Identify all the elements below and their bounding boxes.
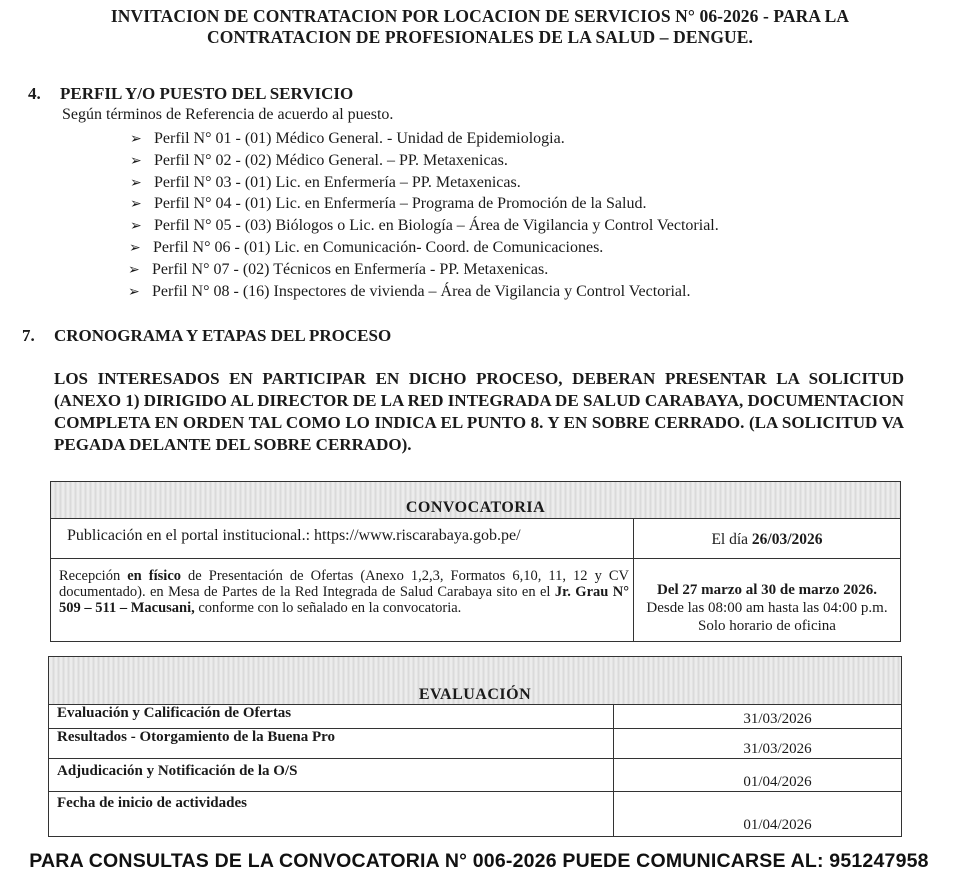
table-row xyxy=(51,559,901,642)
convocatoria-header: CONVOCATORIA xyxy=(405,499,546,516)
profile-text: Perfil N° 08 - (16) Inspectores de vivienda – Área de Vigilancia y Control Vectorial. xyxy=(152,282,691,300)
reception-address: Jr. Grau N° 509 – 511 – Macusani, xyxy=(59,584,630,616)
section-7-number: 7. xyxy=(22,326,35,345)
start-label: Fecha de inicio de actividades xyxy=(49,792,614,837)
results-date: 31/03/2026 xyxy=(614,729,902,759)
evaluation-label: Evaluación y Calificación de Ofertas xyxy=(49,705,614,729)
evaluacion-table xyxy=(48,656,902,837)
table-row xyxy=(49,705,902,729)
list-item xyxy=(130,193,719,215)
profile-text: Perfil N° 05 - (03) Biólogos o Lic. en Biología – Área de Vigilancia y Control Vectorial. xyxy=(154,217,719,235)
section-7-title: CRONOGRAMA Y ETAPAS DEL PROCESO xyxy=(54,326,392,345)
award-label: Adjudicación y Notificación de la O/S xyxy=(49,759,614,792)
table-row xyxy=(49,792,902,837)
arrow-bullet-icon: ➢ xyxy=(130,174,142,191)
profile-text: Perfil N° 04 - (01) Lic. en Enfermería – Programa de Promoción de la Salud. xyxy=(154,195,647,213)
list-item xyxy=(130,215,719,237)
table-row xyxy=(51,519,901,559)
profile-text: Perfil N° 02 - (02) Médico General. – PP. Metaxenicas. xyxy=(154,151,508,169)
arrow-bullet-icon: ➢ xyxy=(130,218,142,235)
arrow-bullet-icon: ➢ xyxy=(129,239,141,256)
publication-date-cell xyxy=(634,519,901,559)
evaluacion-header-cell xyxy=(49,657,902,705)
table-row xyxy=(49,759,902,792)
reception-note: Solo horario de oficina xyxy=(698,618,836,634)
reception-date-cell xyxy=(634,559,901,642)
publication-date: 26/03/2026 xyxy=(751,531,823,548)
profile-list xyxy=(128,128,719,302)
convocatoria-table xyxy=(50,481,901,642)
section-4-title: PERFIL Y/O PUESTO DEL SERVICIO xyxy=(60,84,354,103)
document-title xyxy=(30,6,930,48)
submission-notice: LOS INTERESADOS EN PARTICIPAR EN DICHO PROCESO, DEBERAN PRESENTAR LA SOLICITUD (ANEXO 1) DIRIGIDO AL DIRECTOR DE LA RED INTEGRADA DE SALUD CARABAYA, DOCUMENTACION COMPLETA EN ORDEN TAL COMO LO INDICA EL PUNTO 8. Y EN SOBRE CERRADO. (LA SOLICITUD VA PEGADA DELANTE DEL SOBRE CERRADO). xyxy=(54,369,904,454)
document-title-line-2: CONTRATACION DE PROFESIONALES DE LA SALUD – DENGUE. xyxy=(206,27,754,47)
profile-text: Perfil N° 06 - (01) Lic. en Comunicación- Coord. de Comunicaciones. xyxy=(153,238,604,256)
arrow-bullet-icon: ➢ xyxy=(128,283,140,300)
results-label: Resultados - Otorgamiento de la Buena Pro xyxy=(49,729,614,759)
convocatoria-header-cell xyxy=(51,482,901,519)
arrow-bullet-icon: ➢ xyxy=(130,131,142,147)
evaluacion-header: EVALUACIÓN xyxy=(418,686,532,703)
list-item xyxy=(130,128,719,150)
profile-text: Perfil N° 07 - (02) Técnicos en Enfermería - PP. Metaxenicas. xyxy=(152,260,549,278)
reception-activity xyxy=(51,559,634,642)
section-7-heading xyxy=(22,326,391,346)
reception-text-b: en físico xyxy=(127,568,182,584)
section-4-number: 4. xyxy=(28,84,41,103)
contact-footer: PARA CONSULTAS DE LA CONVOCATORIA N° 006-2026 PUEDE COMUNICARSE AL: 951247958 xyxy=(29,850,929,872)
arrow-bullet-icon: ➢ xyxy=(130,152,142,169)
evaluation-date: 31/03/2026 xyxy=(614,705,902,729)
start-date: 01/04/2026 xyxy=(614,792,902,837)
list-item xyxy=(130,172,719,194)
award-date: 01/04/2026 xyxy=(614,759,902,792)
list-item xyxy=(128,281,719,303)
reception-text-a: Recepción xyxy=(59,568,128,584)
publication-date-prefix: El día xyxy=(711,531,752,548)
list-item xyxy=(129,237,719,259)
list-item xyxy=(130,150,719,172)
reception-date-range: Del 27 marzo al 30 de marzo 2026. xyxy=(657,582,877,598)
reception-text-c: de Presentación de Ofertas (Anexo 1,2,3, Formatos 6,10, 11, 12 y CV documentado). en Mesa de Partes de la Red Integrada de Salud Carabaya sito en el xyxy=(59,568,630,600)
table-row xyxy=(49,729,902,759)
profile-text: Perfil N° 01 - (01) Médico General. - Unidad de Epidemiologia. xyxy=(154,130,565,147)
section-4-intro: Según términos de Referencia de acuerdo al puesto. xyxy=(62,106,394,123)
profile-text: Perfil N° 03 - (01) Lic. en Enfermería – PP. Metaxenicas. xyxy=(154,173,521,191)
reception-hours: Desde las 08:00 am hasta las 04:00 p.m. xyxy=(646,600,888,616)
arrow-bullet-icon: ➢ xyxy=(130,196,142,213)
document-title-line-1: INVITACION DE CONTRATACION POR LOCACION DE SERVICIOS N° 06-2026 - PARA LA xyxy=(110,6,850,26)
list-item xyxy=(128,259,719,281)
arrow-bullet-icon: ➢ xyxy=(128,261,140,278)
publication-activity: Publicación en el portal institucional.: https://www.riscarabaya.gob.pe/ xyxy=(51,519,634,559)
reception-text-e: conforme con lo señalado en la convocatoria. xyxy=(194,600,462,616)
section-4-heading xyxy=(28,84,353,104)
